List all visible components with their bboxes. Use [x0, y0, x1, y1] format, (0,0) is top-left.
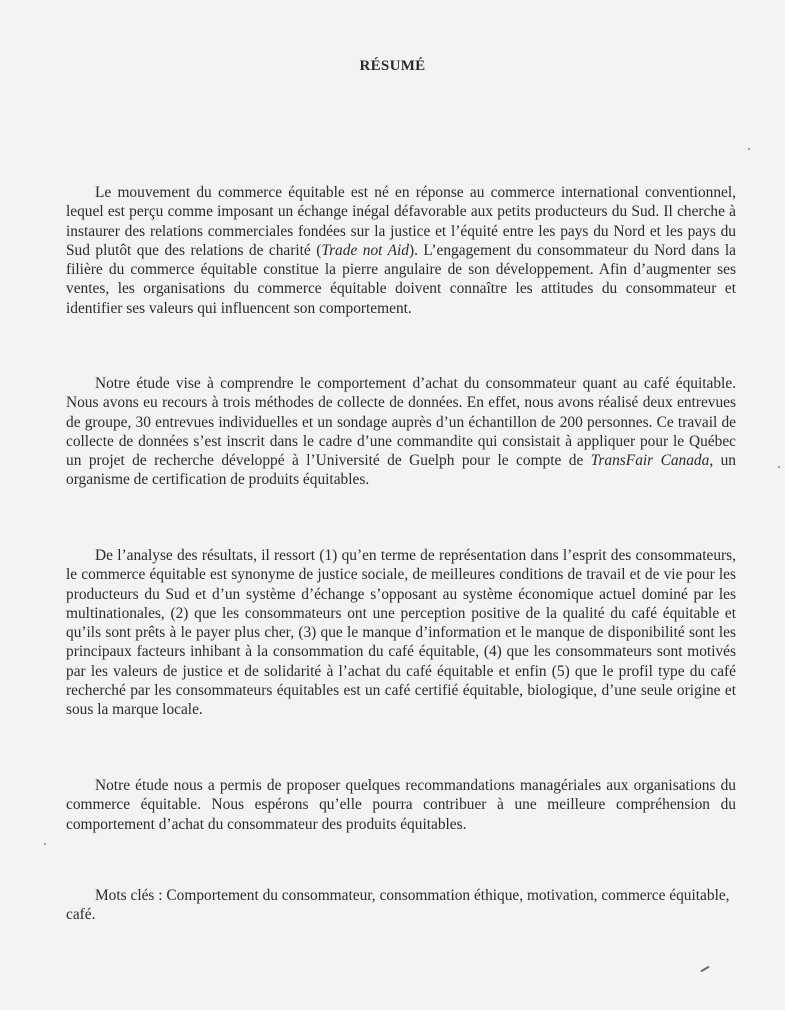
scan-dot: [44, 843, 46, 845]
paragraph-method: [66, 374, 736, 490]
scan-speck: [700, 966, 710, 973]
paragraph-results: De l’analyse des résultats, il ressort (1) qu’en terme de représentation dans l’esprit des consommateurs, le commerce équitable est synonyme de justice sociale, de meilleures conditions de travail et de vie pour les producteurs du Sud et d’un système d’échange s’opposant au système économique actuel dominé par les multinationales, (2) que les consommateurs ont une perception positive de la qualité du café équitable et qu’ils sont prêts à le payer plus cher, (3) que le manque d’information et le manque de disponibilité sont les principaux facteurs inhibant à la consommation du café équitable, (4) que les consommateurs sont motivés par les valeurs de justice et de solidarité à l’achat du café équitable et enfin (5) que le profil type du café recherché par les consommateurs équitables est un café certifié équitable, biologique, d’une seule origine et sous la marque locale.: [66, 547, 736, 719]
keywords: Mots clés : Comportement du consommateur, consommation éthique, motivation, commerce équitable, café.: [66, 887, 730, 924]
organization-name: TransFair Canada: [590, 452, 710, 470]
paragraph-context: [66, 183, 736, 318]
paragraph-text: Notre étude vise à comprendre le comportement d’achat du consommateur quant au café équitable. Nous avons eu recours à trois méthodes de collecte de données. En effet, nous avons réalisé deux entrevues de groupe, 30 entrevues individuelles et un sondage auprès d’un échantillon de 200 personnes. Ce travail de collecte de données s’est inscrit dans le cadre d’une commandite qui consistait à appliquer pour le Québec un projet de recherche développé à l’Université de Guelph pour le compte de: [66, 375, 736, 470]
italic-phrase: Trade not Aid: [321, 241, 409, 259]
paragraph-conclusion: Notre étude nous a permis de proposer quelques recommandations managériales aux organisations du commerce équitable. Nous espérons qu’elle pourra contribuer à une meilleure compréhension du comportement d’achat du consommateur des produits équitables.: [66, 777, 736, 833]
paragraph-text: ). L’engagement du consommateur du Nord dans la filière du commerce équitable constitue la pierre angulaire de son développement. Afin d’augmenter ses ventes, les organisations du commerce équitable doivent connaître les attitudes du consommateur et identifier ses valeurs qui influencent son comportement.: [66, 241, 736, 317]
scan-dot: [748, 148, 750, 150]
paragraph-text: , un organisme de certification de produits équitables.: [66, 452, 736, 489]
page-title: RÉSUMÉ: [359, 58, 426, 74]
scan-dot: [778, 466, 780, 468]
paragraph-text: Le mouvement du commerce équitable est né en réponse au commerce international conventionnel, lequel est perçu comme imposant un échange inégal défavorable aux petits producteurs du Sud. Il cherche à instaurer des relations commerciales fondées sur la justice et l’équité entre les pays du Nord et les pays du Sud plutôt que des relations de charité (: [66, 184, 736, 259]
